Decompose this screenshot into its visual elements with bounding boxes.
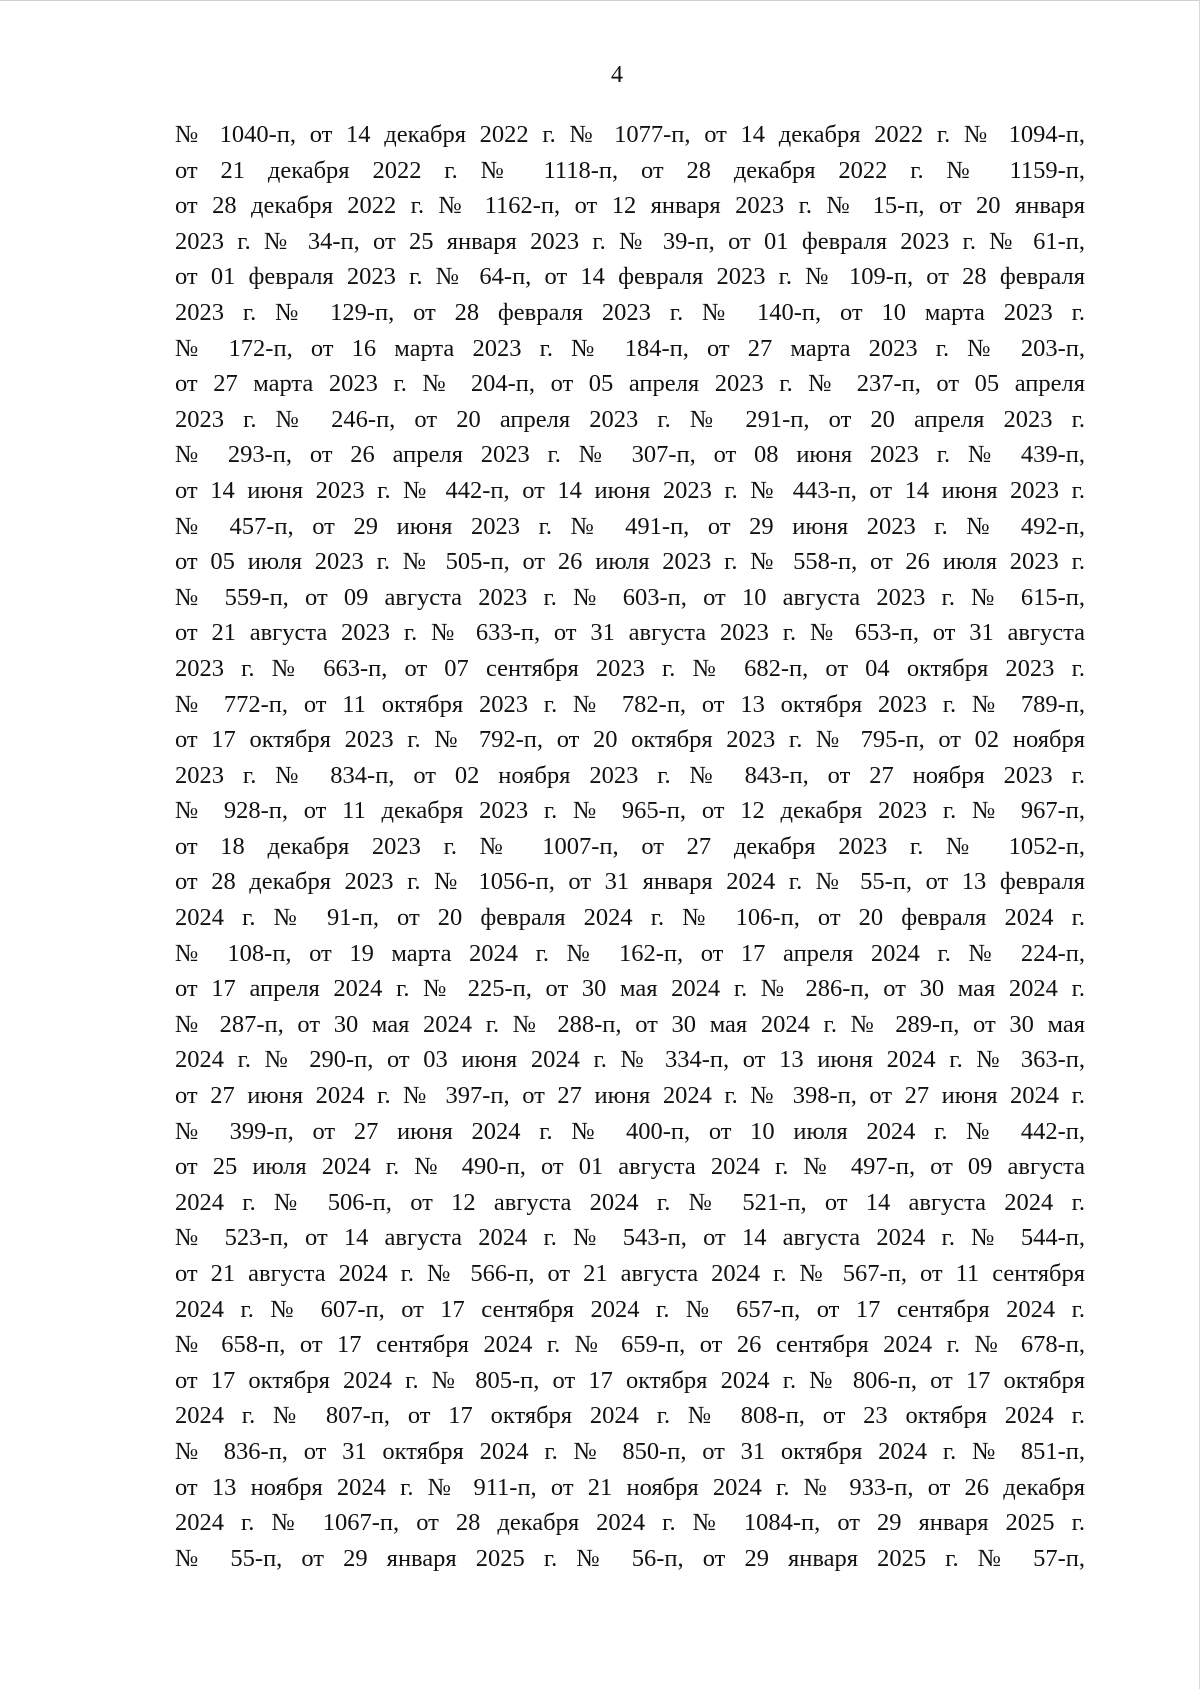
text-line: № 928-п, от 11 декабря 2023 г. № 965-п, от 12 декабря 2023 г. № 967-п, [175,797,1085,825]
text-line: от 28 декабря 2022 г. № 1162-п, от 12 января 2023 г. № 15-п, от 20 января [175,192,1085,220]
text-line: 2023 г. № 129-п, от 28 февраля 2023 г. № 140-п, от 10 марта 2023 г. [175,298,1085,326]
text-line: от 17 октября 2024 г. № 805-п, от 17 октября 2024 г. № 806-п, от 17 октября [175,1366,1085,1394]
text-line: № 172-п, от 16 марта 2023 г. № 184-п, от 27 марта 2023 г. № 203-п, [175,334,1085,362]
text-line: № 108-п, от 19 марта 2024 г. № 162-п, от 17 апреля 2024 г. № 224-п, [175,939,1085,967]
text-line: № 287-п, от 30 мая 2024 г. № 288-п, от 30 мая 2024 г. № 289-п, от 30 мая [175,1010,1085,1038]
text-line: от 17 октября 2023 г. № 792-п, от 20 октября 2023 г. № 795-п, от 02 ноября [175,726,1085,754]
text-line: 2023 г. № 34-п, от 25 января 2023 г. № 39-п, от 01 февраля 2023 г. № 61-п, [175,227,1085,255]
text-line: от 28 декабря 2023 г. № 1056-п, от 31 января 2024 г. № 55-п, от 13 февраля [175,868,1085,896]
text-line: от 14 июня 2023 г. № 442-п, от 14 июня 2023 г. № 443-п, от 14 июня 2023 г. [175,476,1085,504]
text-line: от 27 марта 2023 г. № 204-п, от 05 апреля 2023 г. № 237-п, от 05 апреля [175,370,1085,398]
text-line: № 457-п, от 29 июня 2023 г. № 491-п, от 29 июня 2023 г. № 492-п, [175,512,1085,540]
text-line: 2024 г. № 290-п, от 03 июня 2024 г. № 334-п, от 13 июня 2024 г. № 363-п, [175,1046,1085,1074]
text-line: от 17 апреля 2024 г. № 225-п, от 30 мая 2024 г. № 286-п, от 30 мая 2024 г. [175,975,1085,1003]
body-paragraph [175,117,1085,1576]
text-line: от 27 июня 2024 г. № 397-п, от 27 июня 2024 г. № 398-п, от 27 июня 2024 г. [175,1082,1085,1110]
text-line: от 21 декабря 2022 г. № 1118-п, от 28 декабря 2022 г. № 1159-п, [175,156,1085,184]
text-line: 2024 г. № 91-п, от 20 февраля 2024 г. № 106-п, от 20 февраля 2024 г. [175,904,1085,932]
text-line: от 21 августа 2023 г. № 633-п, от 31 августа 2023 г. № 653-п, от 31 августа [175,619,1085,647]
text-line: 2024 г. № 1067-п, от 28 декабря 2024 г. № 1084-п, от 29 января 2025 г. [175,1509,1085,1537]
text-line: 2023 г. № 663-п, от 07 сентября 2023 г. № 682-п, от 04 октября 2023 г. [175,654,1085,682]
text-line: от 25 июля 2024 г. № 490-п, от 01 августа 2024 г. № 497-п, от 09 августа [175,1153,1085,1181]
text-line: № 55-п, от 29 января 2025 г. № 56-п, от 29 января 2025 г. № 57-п, [175,1544,1085,1572]
text-line: от 18 декабря 2023 г. № 1007-п, от 27 декабря 2023 г. № 1052-п, [175,832,1085,860]
text-line: от 13 ноября 2024 г. № 911-п, от 21 ноября 2024 г. № 933-п, от 26 декабря [175,1473,1085,1501]
text-line: № 836-п, от 31 октября 2024 г. № 850-п, от 31 октября 2024 г. № 851-п, [175,1437,1085,1465]
scan-edge-top [0,0,1200,1]
page-number: 4 [611,62,623,88]
text-line: 2024 г. № 607-п, от 17 сентября 2024 г. № 657-п, от 17 сентября 2024 г. [175,1295,1085,1323]
text-line: № 559-п, от 09 августа 2023 г. № 603-п, от 10 августа 2023 г. № 615-п, [175,583,1085,611]
text-line: 2023 г. № 834-п, от 02 ноября 2023 г. № 843-п, от 27 ноября 2023 г. [175,761,1085,789]
text-line: № 658-п, от 17 сентября 2024 г. № 659-п, от 26 сентября 2024 г. № 678-п, [175,1331,1085,1359]
text-line: от 21 августа 2024 г. № 566-п, от 21 августа 2024 г. № 567-п, от 11 сентября [175,1260,1085,1287]
text-line: № 523-п, от 14 августа 2024 г. № 543-п, от 14 августа 2024 г. № 544-п, [175,1224,1085,1252]
text-line: № 1040-п, от 14 декабря 2022 г. № 1077-п, от 14 декабря 2022 г. № 1094-п, [175,121,1085,148]
text-line: от 01 февраля 2023 г. № 64-п, от 14 февраля 2023 г. № 109-п, от 28 февраля [175,263,1085,291]
text-line: 2024 г. № 506-п, от 12 августа 2024 г. № 521-п, от 14 августа 2024 г. [175,1188,1085,1216]
text-line: от 05 июля 2023 г. № 505-п, от 26 июля 2023 г. № 558-п, от 26 июля 2023 г. [175,548,1085,576]
text-line: № 399-п, от 27 июня 2024 г. № 400-п, от 10 июля 2024 г. № 442-п, [175,1117,1085,1145]
text-line: 2024 г. № 807-п, от 17 октября 2024 г. № 808-п, от 23 октября 2024 г. [175,1402,1085,1430]
text-line: № 293-п, от 26 апреля 2023 г. № 307-п, от 08 июня 2023 г. № 439-п, [175,441,1085,469]
text-line: № 772-п, от 11 октября 2023 г. № 782-п, от 13 октября 2023 г. № 789-п, [175,690,1085,718]
text-line: 2023 г. № 246-п, от 20 апреля 2023 г. № 291-п, от 20 апреля 2023 г. [175,405,1085,433]
